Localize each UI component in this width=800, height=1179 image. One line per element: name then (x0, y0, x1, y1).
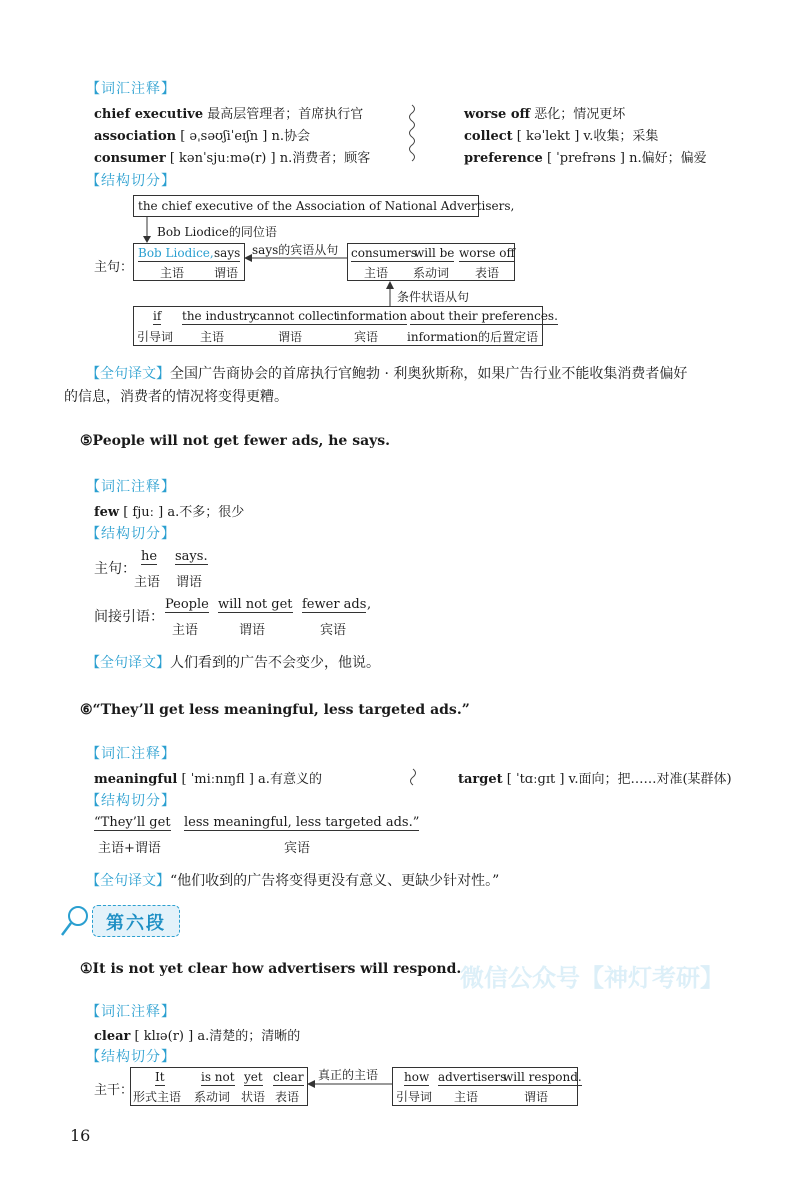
real-subject-note: 真正的主语 (318, 1068, 379, 1082)
cond-word-subject: the industry (182, 309, 256, 323)
s5-ind-object-label: 宾语 (320, 623, 347, 638)
p6-yet-label: 状语 (241, 1090, 266, 1104)
cond-label-predicate: 谓语 (278, 330, 303, 344)
section-heading: 第六段 (106, 913, 166, 934)
translation-line: 【全句译文】“他们收到的广告将变得更没有意义、更缺少针对性。” (86, 873, 500, 889)
p6-advertisers-word: advertisers (438, 1070, 507, 1084)
subject-word: Bob Liodice, (138, 246, 214, 260)
s5-ind-subject-label: 主语 (172, 623, 199, 638)
s5-main-subject-label: 主语 (134, 575, 161, 590)
s6-object-word: less meaningful, less targeted ads.” (184, 815, 420, 830)
s5-main-predicate-word: says. (175, 549, 208, 564)
indirect-speech-label: 间接引语： (94, 609, 164, 625)
s5-ind-subject-word: People (165, 597, 209, 612)
vocab-entry: collect [ kəˈlekt ] v.收集；采集 (464, 129, 659, 144)
struct-label: 【结构切分】 (86, 173, 176, 189)
p6-how-label: 引导词 (396, 1090, 433, 1104)
vocab-label: 【词汇注释】 (86, 1004, 176, 1020)
cond-label-subject: 主语 (200, 330, 225, 344)
clause-linking-verb-word: will be (414, 246, 455, 260)
vocab-label: 【词汇注释】 (86, 81, 176, 97)
vocab-entry: target [ ˈtɑːɡɪt ] v.面向；把……对准(某群体) (458, 772, 732, 787)
p6-advertisers-label: 主语 (454, 1090, 479, 1104)
sentence-5: ⑤People will not get fewer ads, he says. (80, 433, 391, 449)
page-number: 16 (70, 1126, 91, 1145)
cond-word-if: if (153, 309, 162, 323)
clause-predicative-word: worse off (459, 246, 516, 260)
main-clause-label: 主句： (94, 260, 134, 275)
p6-isnot-word: is not (201, 1070, 235, 1084)
struct-label: 【结构切分】 (86, 526, 176, 542)
sentence-6: ⑥“They’ll get less meaningful, less targeted ads.” (80, 702, 470, 718)
p6-clear-label: 表语 (275, 1090, 300, 1104)
s5-main-predicate-label: 谓语 (176, 575, 203, 590)
s5-ind-object-word: fewer ads (302, 597, 367, 612)
p6-respond-word: will respond. (503, 1070, 582, 1084)
watermark: 微信公众号【神灯考研】 (460, 964, 724, 992)
appositive-text: the chief executive of the Association of National Advertisers, (138, 199, 515, 213)
s5-main-subject-word: he (141, 549, 158, 564)
vocab-label: 【词汇注释】 (86, 746, 176, 762)
vocab-entry: clear [ klɪə(r) ] a.清楚的；清晰的 (94, 1029, 301, 1044)
cond-label-if: 引导词 (137, 330, 174, 344)
s6-subject-predicate-label: 主语+谓语 (98, 841, 161, 856)
clause-subject-word: consumers (351, 246, 417, 260)
p6-respond-label: 谓语 (524, 1090, 549, 1104)
struct-label: 【结构切分】 (86, 1049, 176, 1065)
divider-squiggle (406, 768, 420, 786)
vocab-label: 【词汇注释】 (86, 479, 176, 495)
vocab-entry: chief executive 最高层管理者；首席执行官 (94, 107, 364, 122)
p6-isnot-label: 系动词 (194, 1090, 231, 1104)
trunk-label: 主干： (94, 1083, 134, 1098)
p6-yet-word: yet (244, 1070, 263, 1084)
clause-subject-label: 主语 (364, 266, 389, 280)
cond-word-object: information (336, 309, 408, 323)
cond-label-object: 宾语 (354, 330, 379, 344)
subject-label: 主语 (160, 266, 185, 280)
section-heading-box (92, 905, 180, 937)
vocab-entry: consumer [ kənˈsjuːmə(r) ] n.消费者；顾客 (94, 151, 371, 166)
conditional-clause-note: 条件状语从句 (397, 290, 470, 304)
s5-ind-predicate-word: will not get (218, 597, 293, 612)
arrow-up-icon (383, 281, 397, 307)
vocab-entry: meaningful [ ˈmiːnɪŋfl ] a.有意义的 (94, 772, 322, 787)
p6-clear-word: clear (273, 1070, 304, 1084)
translation-line: 的信息，消费者的情况将变得更糟。 (64, 389, 288, 405)
struct-label: 【结构切分】 (86, 793, 176, 809)
p6-it-label: 形式主语 (133, 1090, 182, 1104)
main-clause-label: 主句： (94, 561, 136, 577)
translation-line: 【全句译文】全国广告商协会的首席执行官鲍勃 · 利奥狄斯称，如果广告行业不能收集消费者偏好 (86, 366, 688, 382)
cond-word-predicate: cannot collect (253, 309, 339, 323)
vocab-entry: few [ fjuː ] a.不多；很少 (94, 505, 245, 520)
s6-object-label: 宾语 (284, 841, 311, 856)
clause-linking-verb-label: 系动词 (413, 266, 450, 280)
sentence-p6-1: ①It is not yet clear how advertisers will respond. (80, 961, 462, 977)
predicate-word: says (214, 246, 241, 260)
vocab-entry: worse off 恶化；情况更坏 (464, 107, 626, 122)
cond-label-attributive: information的后置定语 (407, 330, 539, 344)
s6-subject-predicate-word: “They’ll get (94, 815, 171, 830)
appositive-note: Bob Liodice的同位语 (157, 225, 277, 239)
s5-comma: , (367, 597, 372, 612)
object-clause-note: says的宾语从句 (252, 243, 339, 257)
appositive-box (133, 195, 515, 217)
s5-ind-predicate-label: 谓语 (239, 623, 266, 638)
cond-word-attributive: about their preferences. (410, 309, 558, 323)
predicate-label: 谓语 (214, 266, 239, 280)
p6-it-word: It (155, 1070, 165, 1084)
vocab-entry: association [ əˌsəʊʃiˈeɪʃn ] n.协会 (94, 129, 310, 144)
vocab-entry: preference [ ˈprefrəns ] n.偏好；偏爱 (464, 151, 707, 166)
divider-squiggle (405, 103, 419, 165)
arrow-down-icon (140, 216, 154, 244)
magnifier-icon (60, 904, 90, 938)
clause-predicative-label: 表语 (475, 266, 500, 280)
translation-line: 【全句译文】人们看到的广告不会变少，他说。 (86, 655, 380, 671)
p6-how-word: how (404, 1070, 430, 1084)
